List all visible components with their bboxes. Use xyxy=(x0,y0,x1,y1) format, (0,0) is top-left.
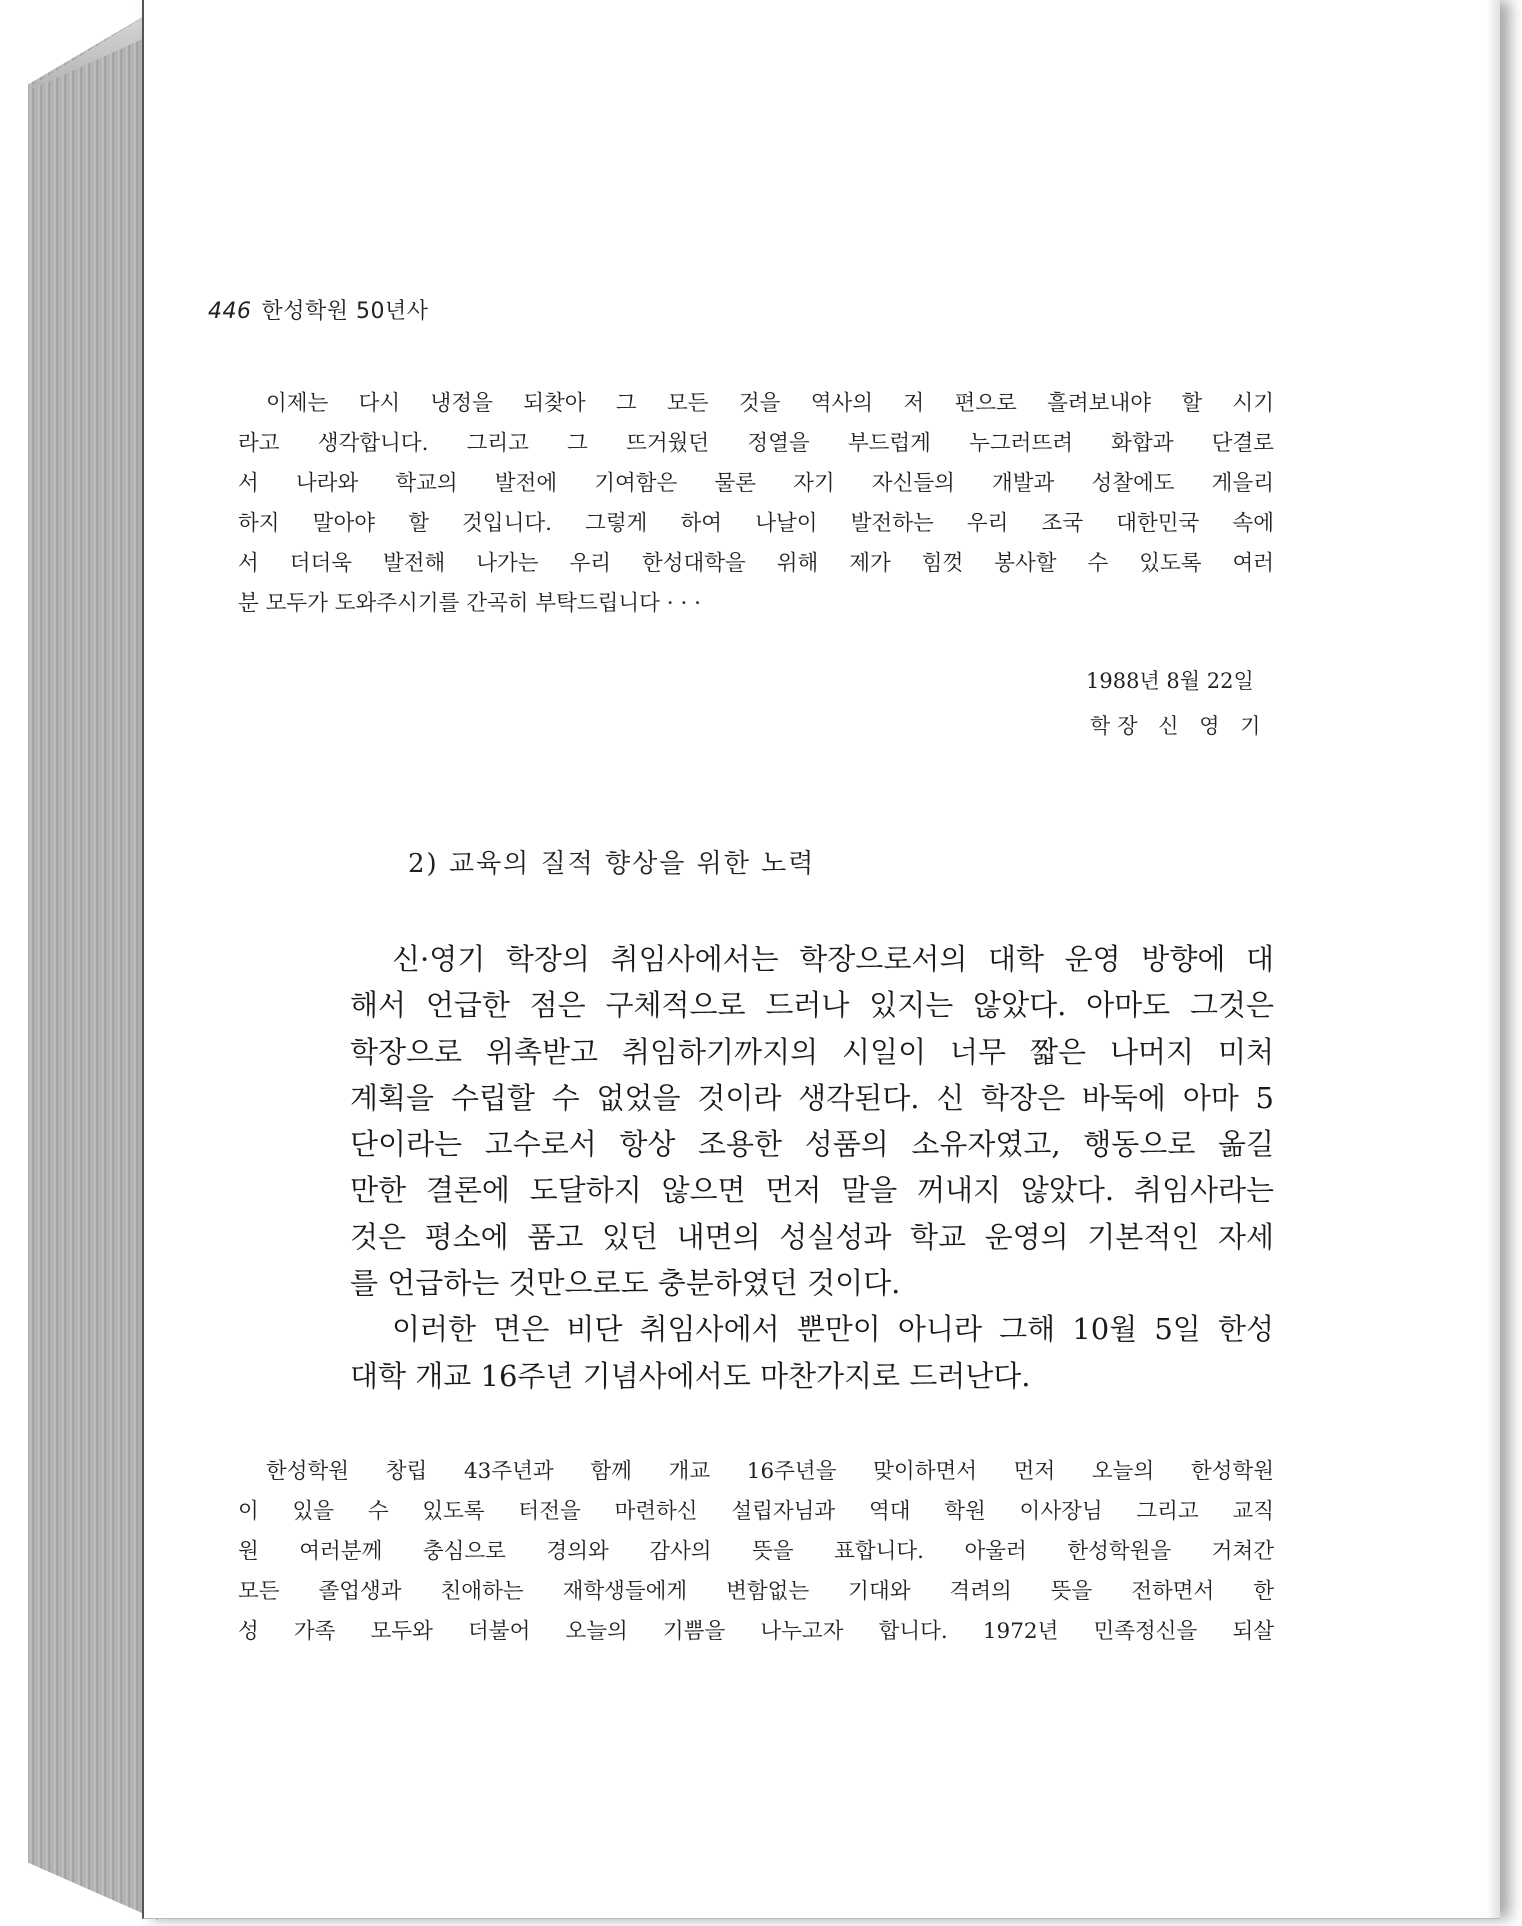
signature-name: 학장 신 영 기 xyxy=(1090,714,1268,738)
quote-line: 이제는 다시 냉정을 되찾아 그 모든 것을 역사의 저 편으로 흘려보내야 할 시기 xyxy=(266,391,1274,416)
quote-line: 분 모두가 도와주시기를 간곡히 부탁드립니다 · · · xyxy=(238,591,701,616)
quote-line: 원 여러분께 충심으로 경의와 감사의 뜻을 표합니다. 아울러 한성학원을 거쳐간 xyxy=(238,1539,1274,1564)
quote-block-speech xyxy=(238,384,1274,624)
book-title: 한성학원 50년사 xyxy=(261,299,429,324)
quote-line: 성 가족 모두와 더불어 오늘의 기쁨을 나누고자 합니다. 1972년 민족정신을 되살 xyxy=(238,1619,1274,1644)
signature-date: 1988년 8월 22일 xyxy=(1086,669,1254,693)
body-paragraphs xyxy=(350,936,1274,1399)
body-line: 것은 평소에 품고 있던 내면의 성실성과 학교 운영의 기본적인 자세 xyxy=(350,1219,1274,1254)
section-heading: 2) 교육의 질적 향상을 위한 노력 xyxy=(408,849,816,879)
body-line: 를 언급하는 것만으로도 충분하였던 것이다. xyxy=(350,1266,901,1301)
body-line: 만한 결론에 도달하지 않으면 먼저 말을 꺼내지 않았다. 취임사라는 xyxy=(350,1173,1274,1208)
page-number: 446 xyxy=(208,299,252,324)
signature-block xyxy=(1086,659,1267,749)
body-line: 신·영기 학장의 취임사에서는 학장으로서의 대학 운영 방향에 대 xyxy=(392,942,1274,976)
quote-line: 한성학원 창립 43주년과 함께 개교 16주년을 맞이하면서 먼저 오늘의 한성학원 xyxy=(266,1459,1274,1484)
body-line: 이러한 면은 비단 취임사에서 뿐만이 아니라 그해 10월 5일 한성 xyxy=(392,1312,1274,1347)
body-line: 해서 언급한 점은 구체적으로 드러나 있지는 않았다. 아마도 그것은 xyxy=(350,988,1274,1023)
body-line: 단이라는 고수로서 항상 조용한 성품의 소유자였고, 행동으로 옮길 xyxy=(350,1127,1274,1162)
body-line: 학장으로 위촉받고 취임하기까지의 시일이 너무 짧은 나머지 미처 xyxy=(350,1034,1274,1069)
book-page-stack xyxy=(28,8,158,1920)
quote-block-anniversary xyxy=(238,1452,1274,1652)
quote-line: 서 나라와 학교의 발전에 기여함은 물론 자기 자신들의 개발과 성찰에도 게을리 xyxy=(238,471,1274,496)
body-line: 대학 개교 16주년 기념사에서도 마찬가지로 드러난다. xyxy=(350,1358,1031,1393)
quote-line: 하지 말아야 할 것입니다. 그렇게 하여 나날이 발전하는 우리 조국 대한민국 속에 xyxy=(238,511,1274,536)
body-line: 계획을 수립할 수 없었을 것이라 생각된다. 신 학장은 바둑에 아마 5 xyxy=(350,1080,1274,1115)
quote-line: 이 있을 수 있도록 터전을 마련하신 설립자님과 역대 학원 이사장님 그리고 교직 xyxy=(238,1499,1274,1524)
quote-line: 모든 졸업생과 친애하는 재학생들에게 변함없는 기대와 격려의 뜻을 전하면서 한 xyxy=(238,1579,1274,1604)
quote-line: 서 더더욱 발전해 나가는 우리 한성대학을 위해 제가 힘껏 봉사할 수 있도록 여러 xyxy=(238,551,1274,576)
running-header xyxy=(208,294,429,325)
page-edge-shadow xyxy=(1486,0,1500,1918)
quote-line: 라고 생각합니다. 그리고 그 뜨거웠던 정열을 부드럽게 누그러뜨려 화합과 단결로 xyxy=(238,431,1274,456)
